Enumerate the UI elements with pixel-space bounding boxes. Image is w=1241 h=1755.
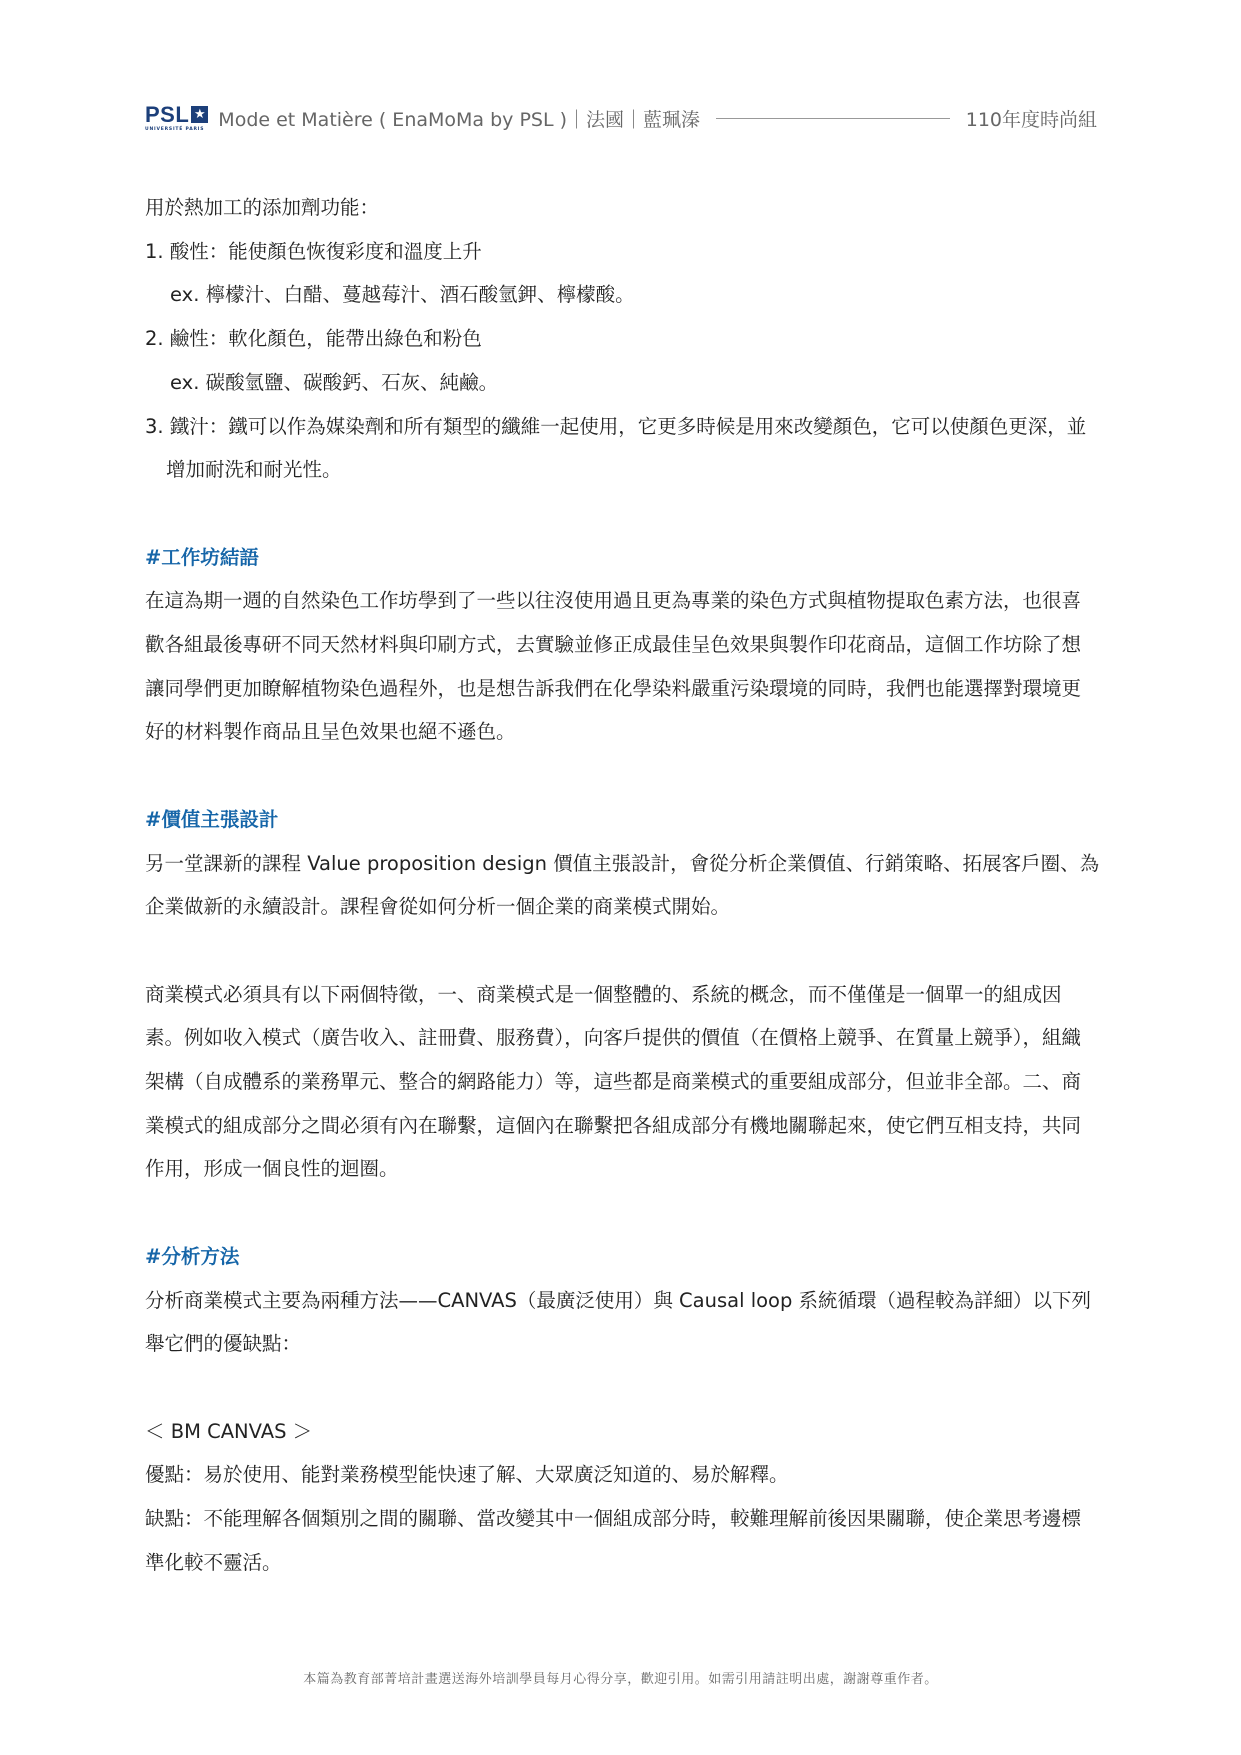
list-item-acid: 1. 酸性：能使顏色恢復彩度和溫度上升 (145, 239, 482, 263)
business-model-paragraph: 商業模式必須具有以下兩個特徵，一、商業模式是一個整體的、系統的概念，而不僅僅是一個單一的組成因素。例如收入模式（廣告收入、註冊費、服務費），向客戶提供的價值（在價格上競爭、在質量上競爭），組織架構（自成體系的業務單元、整合的網路能力）等，這些都是商業模式的重要組成部分，但並非全部。二、商業模式的組成部分之間必須有內在聯繫，這個內在聯繫把各組成部分有機地關聯起來，使它們互相支持，共同作用，形成一個良性的迴圈。 (145, 982, 1082, 1181)
canvas-pros: 優點：易於使用、能對業務模型能快速了解、大眾廣泛知道的、易於解釋。 (145, 1463, 789, 1487)
psl-logo (145, 101, 208, 133)
spacer (145, 929, 1100, 973)
spacer (145, 1191, 1100, 1235)
page-footer: 本篇為教育部菁培計畫選送海外培訓學員每月心得分享，歡迎引用。如需引用請註明出處，謝謝尊重作者。 (303, 1672, 938, 1687)
list-item-iron: 3. 鐵汁：鐵可以作為媒染劑和所有類型的纖維一起使用，它更多時候是用來改變顏色，它可以使顏色更深，並增加耐洗和耐光性。 (145, 414, 1087, 482)
intro-text: 用於熱加工的添加劑功能： (145, 196, 380, 219)
logo-subtext: UNIVERSITÉ PARIS (145, 126, 205, 132)
section-heading-analysis-methods: #分析方法 (145, 1244, 240, 1268)
value-proposition-paragraph: 另一堂課新的課程 Value proposition design 價值主張設計，會從分析企業價值、行銷策略、拓展客戶圈、為企業做新的永續設計。課程會從如何分析一個企業的商業模式開始。 (145, 851, 1100, 919)
star-icon: ★ (191, 106, 208, 123)
page-content (145, 186, 1100, 1584)
spacer (145, 1366, 1100, 1410)
logo-text: PSL (145, 101, 190, 127)
list-item-acid-example: ex. 檸檬汁、白醋、蔓越莓汁、酒石酸氫鉀、檸檬酸。 (170, 283, 635, 307)
header-category: 110年度時尚組 (965, 108, 1097, 131)
section-heading-workshop-conclusion: #工作坊結語 (145, 545, 259, 569)
page-header (145, 100, 1097, 136)
analysis-methods-paragraph: 分析商業模式主要為兩種方法——CANVAS（最廣泛使用）與 Causal loop 系統循環（過程較為詳細）以下列舉它們的優缺點： (145, 1288, 1092, 1356)
spacer (145, 492, 1100, 536)
list-item-alkali: 2. 鹼性：軟化顏色，能帶出綠色和粉色 (145, 327, 482, 351)
header-title: Mode et Matière ( EnaMoMa by PSL )｜法國｜藍珮溱 (218, 108, 700, 131)
header-divider (716, 118, 950, 119)
list-item-alkali-example: ex. 碳酸氫鹽、碳酸鈣、石灰、純鹼。 (170, 370, 499, 394)
spacer (145, 754, 1100, 798)
workshop-conclusion-paragraph: 在這為期一週的自然染色工作坊學到了一些以往沒使用過且更為專業的染色方式與植物提取色素方法，也很喜歡各組最後專研不同天然材料與印刷方式，去實驗並修正成最佳呈色效果與製作印花商品，這個工作坊除了想讓同學們更加瞭解植物染色過程外，也是想告訴我們在化學染料嚴重污染環境的同時，我們也能選擇對環境更好的材料製作商品且呈色效果也絕不遜色。 (145, 589, 1082, 744)
canvas-title: ＜ BM CANVAS ＞ (145, 1419, 313, 1443)
canvas-cons: 缺點：不能理解各個類別之間的關聯、當改變其中一個組成部分時，較難理解前後因果關聯，使企業思考邊標準化較不靈活。 (145, 1507, 1082, 1574)
section-heading-value-proposition: #價值主張設計 (145, 807, 279, 831)
